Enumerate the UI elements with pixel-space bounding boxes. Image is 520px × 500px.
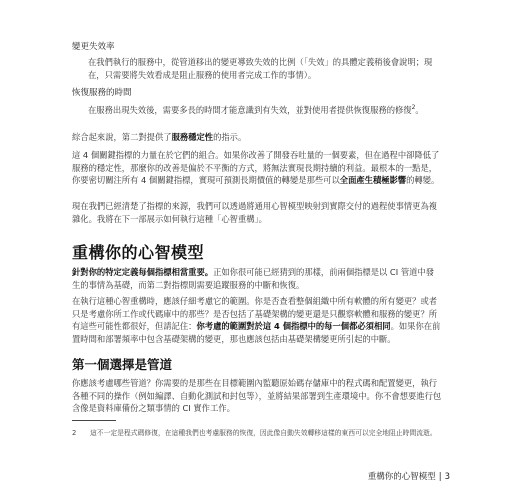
definition-change-failure-rate: 在我們執行的服務中，從管道移出的變更導致失效的比例（「失效」的具體定義稍後會說明；現在，只需要將失效看成是阻止服務的使用者完成工作的事情）。	[88, 57, 433, 80]
term-change-failure-rate: 變更失效率	[72, 42, 115, 52]
page-number: 3	[444, 472, 450, 482]
paragraph-combination: 這 4 個關鍵指標的力量在於它們的組合。如果你改善了開發吞吐量的一個要素，但在過程中卻降低了服務的穩定性，那麼你的改善是偏於不平衡的方式，將無法實現長期持續的利益。最根本的一點是，你要密切關注所有 4 個關鍵指標，實現可預測長期價值的轉變是那些可以全面產生積極影響的轉變。	[72, 150, 440, 186]
footnote: 2 這不一定是程式碼修復，在這種我們也考慮服務的恢復，因此像自動失效轉移這樣的東西可以完全地阻止時間流逝。	[72, 429, 437, 437]
paragraph-define-metrics: 針對你的特定定義每個指標相當重要。正如你很可能已經猜到的那樣，前兩個指標是以 CI 管道中發生的事情為基礎，而第二對指標則需要追蹤服務的中斷和恢復。	[72, 267, 435, 290]
paragraph-scope: 在執行這種心智重構時，應該仔細考慮它的範圍。你是否查看整個組織中所有軟體的所有變更？或者只是考慮你所工作或代碼庫中的那些？是否包括了基礎架構的變更還是只觀察軟體和服務的變更？所有這些可能性都很好，但請記住：你考慮的範圍對於這 4 個指標中的每一個都必須相同。如果你在前置時間和部署頻率中包含基礎架構的變更，那也應該包括由基礎架構變更所引起的中斷。	[72, 296, 441, 344]
footnote-ref[interactable]: 2	[411, 104, 416, 111]
subsection-heading: 第一個選擇是管道	[72, 357, 173, 372]
paragraph-transition: 現在我們已經清楚了指標的來源，我們可以透過將通用心智模型映射到實際交付的過程使事情更為複雜化。我將在下一部展示如何執行這種「心智重構」。	[72, 201, 438, 224]
running-title: 重構你的心智模型	[367, 472, 436, 482]
definition-time-to-restore: 在服務出現失效後，需要多長的時間才能意識到有失效，並對使用者提供恢復服務的修復$^2$。	[88, 104, 424, 115]
paragraph-pipelines: 你應該考慮哪些管道？你需要的是那些在目標範圍內監聽原始碼存儲庫中的程式碼和配置變更，執行各種不同的操作（例如編譯、自動化測試和封包等），並將結果部署到生產環境中。你不會想要進行包含像是資料庫備份之類事情的 CI 實作工作。	[72, 378, 442, 414]
footnote-rule	[72, 420, 116, 421]
section-heading: 重構你的心智模型	[72, 243, 205, 262]
page-footer: 重構你的心智模型 | 3	[367, 472, 450, 482]
term-time-to-restore: 恢復服務的時間	[72, 88, 132, 98]
summary-line: 綜合起來說，第二對提供了服務穩定性的指示。	[72, 132, 247, 142]
